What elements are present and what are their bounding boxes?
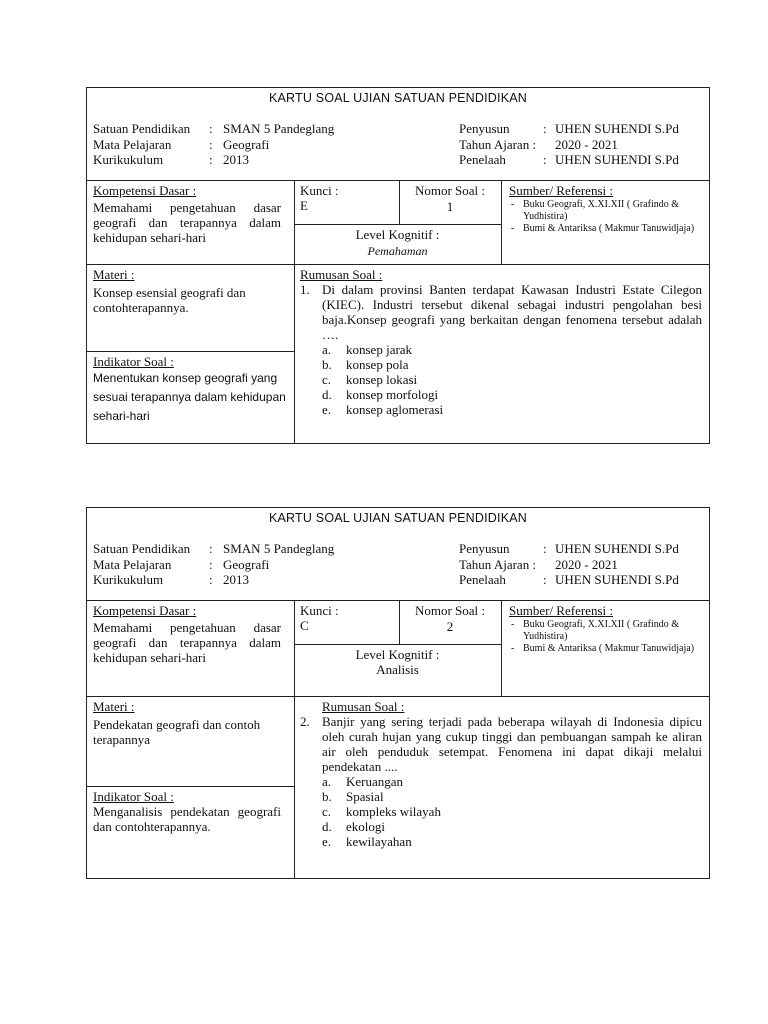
question-card-1 — [86, 87, 710, 444]
info-label: Tahun Ajaran : — [459, 136, 537, 152]
school-info: Satuan Pendidikan : SMAN 5 Pandeglang Mata Pelajaran : Geografi Kurikukulum : 2013 — [93, 541, 335, 587]
indikator-text: Menganalisis pendekatan geografi dan contohterapannya. — [93, 804, 281, 834]
question-number: 1. — [300, 282, 310, 297]
reference-item: - Bumi & Antariksa ( Makmur Tanuwidjaja) — [509, 643, 705, 655]
answer-option: a. konsep jarak — [322, 342, 413, 357]
kompetensi-cell — [93, 183, 281, 245]
question-text: Banjir yang sering terjadi pada beberapa wilayah di Indonesia dipicu oleh curah hujan yang cukup tinggi dan pembuangan sampah ke aliran air oleh penduduk setempat. Fenomena ini dapat dikaji melalui pendekatan .... — [322, 714, 702, 774]
card-header — [87, 88, 709, 181]
nomor-cell — [399, 603, 501, 634]
materi-cell — [93, 699, 285, 747]
info-label: Penyusun — [459, 541, 510, 556]
info-value: 2020 - 2021 — [555, 136, 618, 152]
kunci-label: Kunci : — [300, 603, 339, 618]
materi-cell — [93, 267, 285, 315]
info-label: Satuan Pendidikan — [93, 541, 191, 556]
nomor-value: 2 — [446, 619, 454, 634]
sumber-cell — [509, 183, 705, 235]
card-title: KARTU SOAL UJIAN SATUAN PENDIDIKAN — [268, 511, 527, 525]
nomor-cell — [399, 183, 501, 214]
answer-option: d. ekologi — [322, 819, 385, 834]
answer-option: a. Keruangan — [322, 774, 404, 789]
card-header — [87, 508, 709, 601]
answer-option: e. konsep aglomerasi — [322, 402, 444, 417]
materi-label: Materi : — [93, 267, 135, 282]
kompetensi-text: Memahami pengetahuan dasar geografi dan terapannya dalam kehidupan sehari-hari — [93, 200, 281, 245]
kunci-value: E — [300, 198, 308, 213]
level-label: Level Kognitif : — [355, 647, 440, 662]
indikator-label: Indikator Soal : — [93, 789, 174, 804]
info-label: Satuan Pendidikan — [93, 121, 191, 136]
sumber-label: Sumber/ Referensi : — [509, 603, 613, 618]
info-value: UHEN SUHENDI S.Pd — [555, 572, 679, 587]
level-value: Analisis — [376, 662, 419, 677]
indikator-label: Indikator Soal : — [93, 354, 174, 369]
kompetensi-label: Kompetensi Dasar : — [93, 183, 197, 198]
materi-text: Pendekatan geografi dan contoh terapannya — [93, 717, 261, 747]
answer-option: e. kewilayahan — [322, 834, 412, 849]
info-value: Geografi — [223, 136, 270, 152]
card-title: KARTU SOAL UJIAN SATUAN PENDIDIKAN — [268, 91, 527, 105]
kompetensi-label: Kompetensi Dasar : — [93, 603, 197, 618]
level-cell — [294, 227, 501, 259]
info-value: UHEN SUHENDI S.Pd — [555, 121, 679, 136]
info-label: Penelaah — [459, 572, 506, 587]
reference-list — [509, 619, 705, 655]
info-value: 2020 - 2021 — [555, 556, 618, 572]
info-label: Kurikukulum — [93, 572, 164, 587]
info-label: Kurikukulum — [93, 152, 164, 167]
reference-item: - Buku Geografi, X.XI.XII ( Grafindo & Yudhistira) — [509, 619, 705, 643]
author-info: Penyusun : UHEN SUHENDI S.Pd Tahun Ajaran : 2020 - 2021 Penelaah : UHEN SUHENDI S.Pd — [459, 541, 679, 587]
answer-option: b. Spasial — [322, 789, 384, 804]
reference-list — [509, 199, 705, 235]
question-card-2 — [86, 507, 710, 879]
info-value: SMAN 5 Pandeglang — [223, 541, 335, 556]
info-label: Penelaah — [459, 152, 506, 167]
question-text: Di dalam provinsi Banten terdapat Kawasan Industri Estate Cilegon (KIEC). Industri tersebut dikenal sebagai industri pengolahan besi baja.Konsep geografi yang berkaitan dengan fenomena tersebut adalah …. — [322, 282, 702, 342]
question-number: 2. — [300, 714, 310, 729]
kompetensi-text: Memahami pengetahuan dasar geografi dan terapannya dalam kehidupan sehari-hari — [93, 620, 281, 665]
materi-label: Materi : — [93, 699, 135, 714]
nomor-label: Nomor Soal : — [414, 603, 486, 618]
info-label: Penyusun — [459, 121, 510, 136]
answer-option: c. kompleks wilayah — [322, 804, 441, 819]
kunci-cell — [300, 603, 395, 633]
sumber-label: Sumber/ Referensi : — [509, 183, 613, 198]
answer-option: c. konsep lokasi — [322, 372, 418, 387]
nomor-value: 1 — [446, 199, 454, 214]
answer-options — [322, 342, 702, 417]
level-cell — [294, 647, 501, 677]
answer-options — [322, 774, 702, 849]
info-value: 2013 — [223, 152, 249, 167]
reference-item: - Bumi & Antariksa ( Makmur Tanuwidjaja) — [509, 223, 705, 235]
info-label: Mata Pelajaran — [93, 136, 172, 152]
kunci-value: C — [300, 618, 309, 633]
author-info: Penyusun : UHEN SUHENDI S.Pd Tahun Ajaran : 2020 - 2021 Penelaah : UHEN SUHENDI S.Pd — [459, 121, 679, 167]
rumusan-cell — [300, 267, 702, 417]
info-value: Geografi — [223, 556, 270, 572]
info-value: UHEN SUHENDI S.Pd — [555, 541, 679, 556]
info-value: 2013 — [223, 572, 249, 587]
school-info: Satuan Pendidikan : SMAN 5 Pandeglang Mata Pelajaran : Geografi Kurikukulum : 2013 — [93, 121, 335, 167]
rumusan-cell — [300, 699, 702, 849]
sumber-cell — [509, 603, 705, 655]
info-label: Tahun Ajaran : — [459, 556, 537, 572]
answer-option: b. konsep pola — [322, 357, 409, 372]
materi-text: Konsep esensial geografi dan contohterapannya. — [93, 285, 246, 315]
info-label: Mata Pelajaran — [93, 556, 172, 572]
level-value: Pemahaman — [367, 244, 428, 258]
rumusan-label: Rumusan Soal : — [322, 699, 405, 714]
level-label: Level Kognitif : — [355, 227, 440, 242]
kunci-cell — [300, 183, 395, 213]
reference-item: - Buku Geografi, X.XI.XII ( Grafindo & Yudhistira) — [509, 199, 705, 223]
info-value: UHEN SUHENDI S.Pd — [555, 152, 679, 167]
info-value: SMAN 5 Pandeglang — [223, 121, 335, 136]
nomor-label: Nomor Soal : — [414, 183, 486, 198]
answer-option: d. konsep morfologi — [322, 387, 439, 402]
rumusan-label: Rumusan Soal : — [300, 267, 383, 282]
kunci-label: Kunci : — [300, 183, 339, 198]
kompetensi-cell — [93, 603, 281, 665]
indikator-cell — [93, 354, 289, 426]
indikator-text: Menentukan konsep geografi yang sesuai terapannya dalam kehidupan sehari-hari — [93, 371, 286, 423]
indikator-cell — [93, 789, 281, 834]
